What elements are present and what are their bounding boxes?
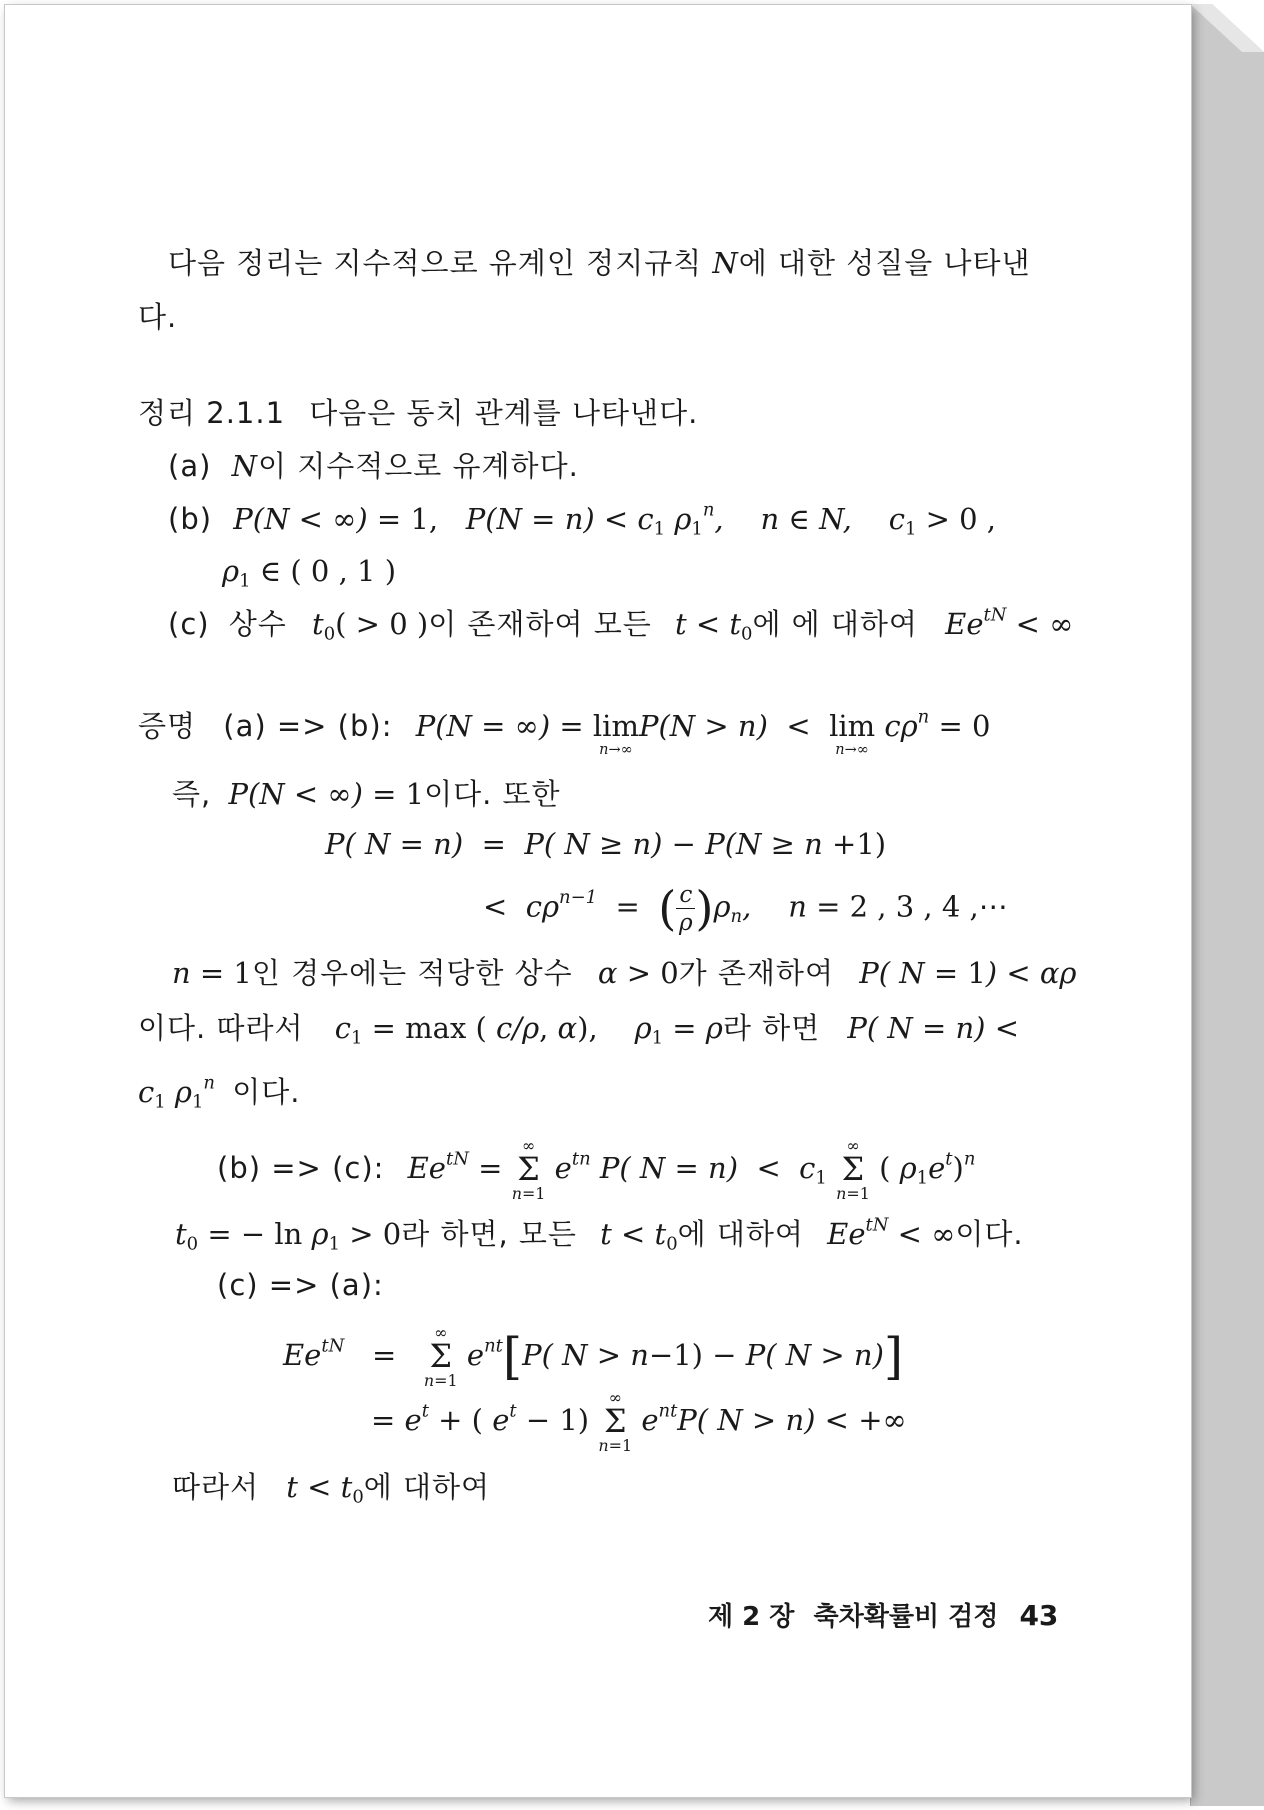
item-marker-a: (a)	[168, 449, 212, 483]
proof-text: 즉,	[172, 777, 212, 811]
proof-text: 가 존재하여	[678, 956, 834, 990]
proof-text: 인 경우에는 적당한 상수	[251, 956, 573, 990]
proof-text: 라 하면	[722, 1011, 821, 1045]
proof-step-3: (c) => (a):	[217, 1268, 384, 1302]
proof-formula: P(N < ∞) = 1	[228, 777, 425, 811]
item-c-text-2: 이 존재하여 모든	[428, 607, 652, 641]
item-marker-c: (c)	[168, 607, 210, 641]
proof-equation-1: P( N = n) = P( N ≥ n) − P(N ≥ n +1)	[325, 827, 887, 861]
theorem-statement: 다음은 동치 관계를 나타낸다.	[309, 396, 699, 430]
item-marker-b: (b)	[168, 502, 213, 536]
intro-text: 다음 정리는 지수적으로 유계인 정지규칙	[168, 246, 713, 280]
page-content	[5, 5, 1191, 1797]
proof-n1-case-end	[138, 1072, 301, 1113]
proof-text: 에 대하여	[677, 1217, 804, 1251]
proof-formula: $c_1$ $\rho_1^n$	[138, 1072, 215, 1113]
item-c-formula-2: $t < t_0$	[674, 607, 753, 645]
footer-title: 축차확률비 검정	[813, 1602, 999, 1632]
book-thickness-graphic	[1190, 0, 1264, 1806]
proof-step-1-formula: P(N = ∞) = lim n→∞ P(N > n) < lim n→∞ $c\rho^n = 0$	[415, 706, 991, 758]
proof-text: 이다. 따라서	[138, 1011, 304, 1045]
proof-step-2-label: (b) => (c):	[217, 1150, 385, 1185]
item-a-text: 이 지수적으로 유계하다.	[258, 449, 579, 483]
proof-n1-case-cont	[138, 1011, 1020, 1049]
theorem-label: 정리 2.1.1	[138, 396, 286, 430]
proof-text: 에 대하여	[363, 1470, 491, 1504]
theorem-item-b	[168, 499, 997, 540]
proof-formula: P( N = n) <	[847, 1011, 1020, 1045]
item-b-formula-cont: $\rho_1$ ∈ ( 0 , 1 )	[222, 554, 397, 592]
proof-formula: P( N = 1) < αρ	[859, 956, 1077, 990]
item-c-text-4: 에 대하여	[791, 607, 918, 641]
proof-formula: $t_0$ = − $\ln \rho_1 > 0$	[175, 1217, 402, 1255]
page-number: 43	[1019, 1599, 1059, 1632]
item-c-text-1: 상수	[228, 607, 287, 641]
item-a-variable: N	[231, 449, 258, 483]
proof-equation-4: = $e^t$ + ( $e^t - 1$) ∞ Σ n=1 $e^{nt}P$( N > n) < +∞	[371, 1388, 907, 1455]
theorem-item-c	[168, 604, 1074, 645]
footer-chapter: 제 2 장	[708, 1602, 795, 1632]
theorem-heading	[138, 396, 699, 430]
proof-label: 증명	[138, 709, 197, 743]
proof-step-2	[217, 1138, 975, 1202]
proof-equation-2: < $c\rho^{n-1}$ = ( $\frac{c}{\rho}$ )$\rho_n$, n = 2 , 3 , 4 ,⋯	[483, 881, 1008, 937]
item-b-formula: P(N < ∞) = 1, $P(N = n) < c_1$ $\rho_1^n$, n ∈ N, $c_1 > 0$ ,	[233, 499, 997, 540]
proof-n1-case	[172, 956, 1077, 990]
intro-variable: N	[712, 246, 739, 280]
proof-step-1-conclusion	[172, 777, 561, 811]
proof-formula: $t < t_0$	[286, 1470, 364, 1508]
proof-formula: $c_1 = \max$ ( c/ρ, α), $\rho_1 = \rho$	[334, 1011, 723, 1049]
proof-equation-3: $Ee^{tN}$ = ∞ Σ n=1 $e^{nt}[P$( N > n−1) − P( N > n)]	[283, 1323, 904, 1390]
intro-line-1	[168, 246, 1031, 280]
proof-formula: $t < t_0$	[600, 1217, 678, 1255]
proof-text: 이다. 또한	[424, 777, 561, 811]
proof-formula: n = 1	[172, 956, 252, 990]
proof-formula: $Ee^{tN}$ < ∞	[827, 1214, 956, 1251]
theorem-item-a	[168, 449, 579, 483]
item-c-text-3: 에	[752, 607, 792, 641]
book-page	[4, 4, 1192, 1798]
intro-line-2: 다.	[138, 300, 178, 334]
proof-final-line	[172, 1470, 491, 1508]
item-c-formula-1: $t_0( > 0$ )	[312, 607, 429, 645]
intro-text-end: 에 대한 성질을 나타낸	[738, 246, 1031, 280]
proof-step-1-label: (a) => (b):	[223, 709, 393, 743]
proof-step-2-conclusion	[175, 1214, 1024, 1255]
proof-formula: α > 0	[597, 956, 679, 990]
page-footer	[708, 1599, 1059, 1632]
item-c-formula-3: $Ee^{tN}$ < ∞	[945, 604, 1074, 641]
book-edge	[1190, 0, 1264, 1806]
proof-step-1	[138, 706, 991, 758]
proof-text: 따라서	[172, 1470, 260, 1504]
proof-text: 라 하면, 모든	[401, 1217, 577, 1251]
proof-step-2-formula: $Ee^{tN}$ = ∞ Σ n=1 $e^{tn}$ P( $N = n) < c_1$ ∞ Σ n=1 ( $\rho_1e^t)^n$	[407, 1136, 976, 1203]
proof-text: 이다.	[232, 1075, 301, 1109]
proof-text: 이다.	[955, 1217, 1024, 1251]
